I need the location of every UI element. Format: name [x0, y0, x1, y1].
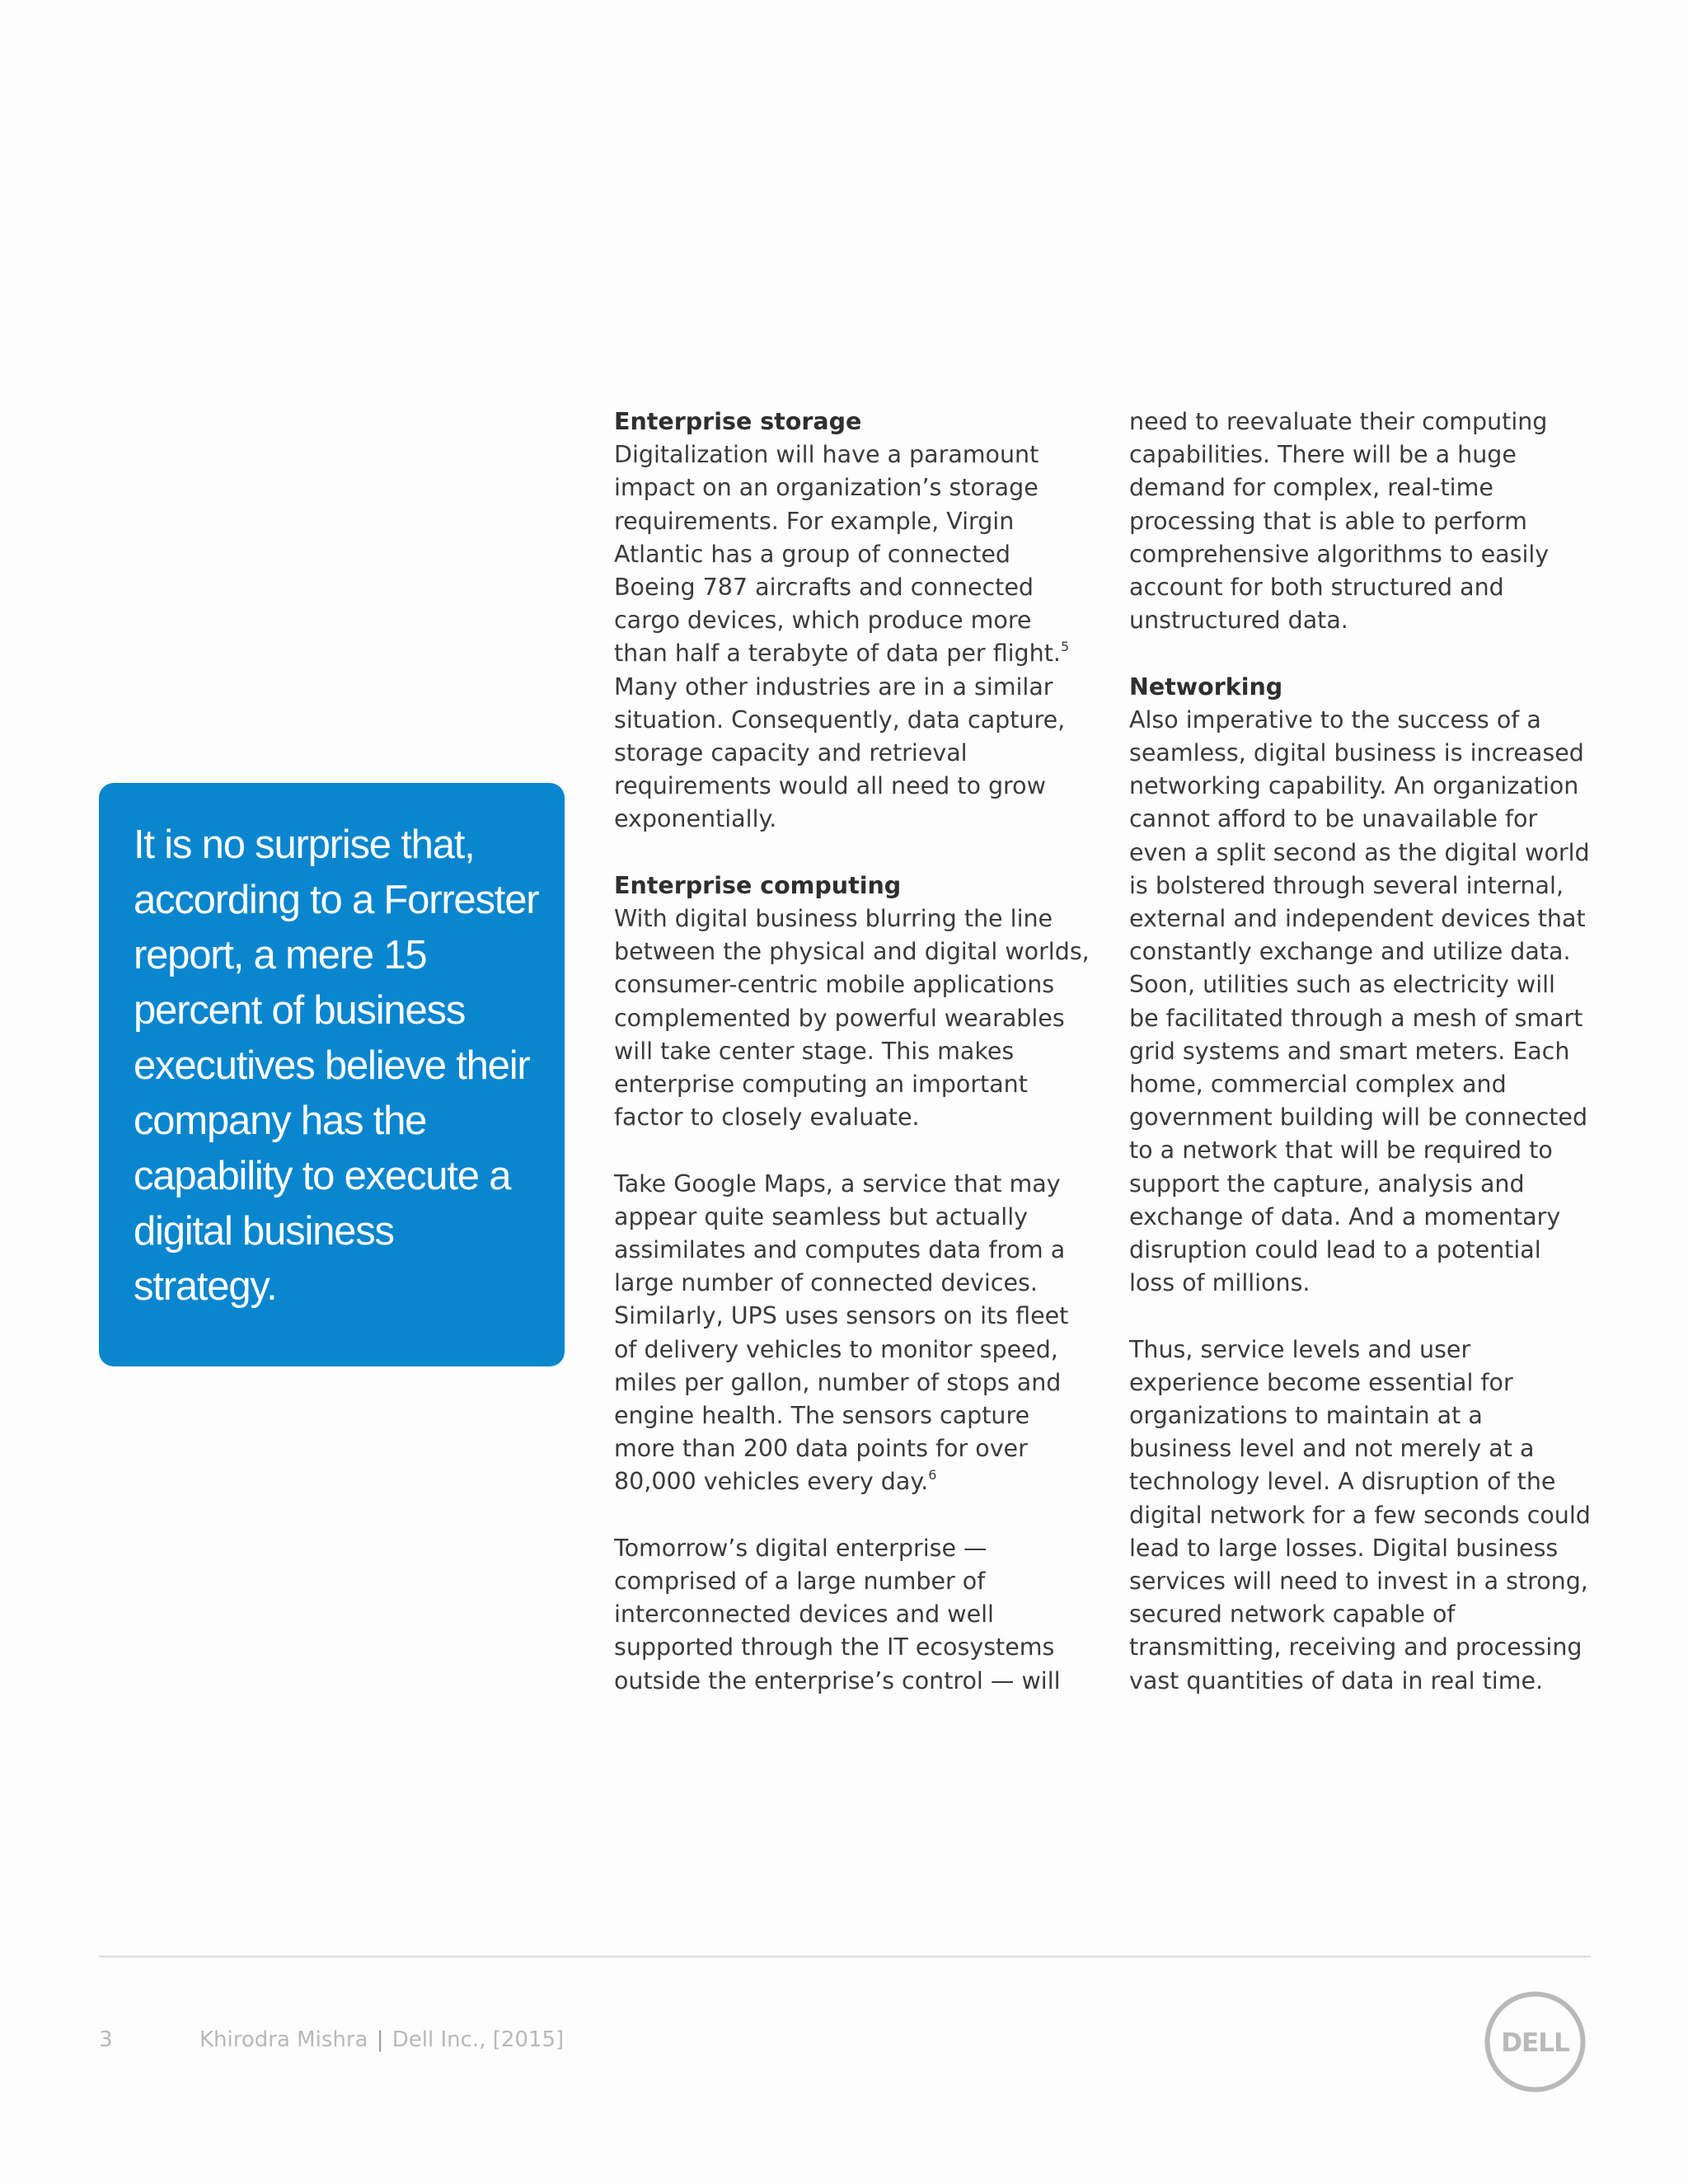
pull-quote-text: It is no surprise that, according to a Forrester report, a mere 15 percent of business executives believe their company has the capability to execute a digital business strategy. — [134, 823, 539, 1309]
publisher-name: Dell Inc., [2015] — [392, 2027, 565, 2052]
dell-logo-text: DELL — [1501, 2028, 1569, 2058]
pull-quote-box — [99, 783, 565, 1366]
dell-logo-icon — [1484, 1990, 1587, 2093]
footnote-ref-5: 5 — [1060, 639, 1070, 655]
footer-divider — [99, 1956, 1591, 1957]
storage-text-part-2: Many other industries are in a similar situation. Consequently, data capture, storage capacity and retrieval requirements would all need to grow exponentially. — [614, 673, 1066, 833]
credit-separator: | — [376, 2027, 384, 2052]
footnote-ref-6: 6 — [928, 1467, 937, 1483]
page-number: 3 — [99, 2027, 113, 2052]
paragraph-computing-continued: need to reevaluate their computing capabilities. There will be a huge demand for complex, real-time processing that is able to perform comprehensive algorithms to easily account for both structured and unstructured data. — [1129, 408, 1550, 635]
paragraph-computing: With digital business blurring the line between the physical and digital worlds, consumer-centric mobile applications complemented by powerful wearables will take center stage. This makes enterprise computing an important factor to closely evaluate. — [614, 905, 1090, 1132]
paragraph-storage — [614, 438, 1092, 836]
heading-networking: Networking — [1129, 673, 1283, 701]
heading-enterprise-computing: Enterprise computing — [614, 871, 902, 899]
heading-enterprise-storage: Enterprise storage — [614, 408, 862, 435]
google-maps-text: Take Google Maps, a service that may appear quite seamless but actually assimilates and computes data from a large number of connected devices. Similarly, UPS uses sensors on its fleet of delivery vehicles to monitor speed, miles per gallon, number of stops and engine health. The sensors capture more than 200 data points for over 80,000 vehicles every day. — [614, 1169, 1069, 1496]
paragraph-tomorrow: Tomorrow’s digital enterprise — comprised of a large number of interconnected devices and well supported through the IT ecosystems outside the enterprise’s control — will — [614, 1534, 1061, 1694]
storage-text-part-1: Digitalization will have a paramount impact on an organization’s storage requirements. For example, Virgin Atlantic has a group of connected Boeing 787 aircrafts and connected cargo devices, which produce more than half a terabyte of data per flight. — [614, 441, 1061, 668]
footer-credit — [199, 2027, 564, 2052]
author-name: Khirodra Mishra — [199, 2027, 368, 2052]
article-column-right — [1129, 405, 1591, 1731]
paragraph-google-maps — [614, 1168, 1092, 1499]
paragraph-service-levels: Thus, service levels and user experience become essential for organizations to maintain at a business level and not merely at a technology level. A disruption of the digital network for a few seconds could lead to large losses. Digital business services will need to invest in a strong, secured network capable of transmitting, receiving and processing vast quantities of data in real time. — [1129, 1335, 1591, 1694]
paragraph-networking: Also imperative to the success of a seamless, digital business is increased networking capability. An organization cannot afford to be unavailable for even a split second as the digital world is bolstered through several internal, external and independent devices that constantly exchange and utilize data. Soon, utilities such as electricity will be facilitated through a mesh of smart grid systems and smart meters. Each home, commercial complex and government building will be connected to a network that will be required to support the capture, analysis and exchange of data. And a momentary disruption could lead to a potential loss of millions. — [1129, 705, 1590, 1297]
article-column-left — [614, 405, 1092, 1731]
